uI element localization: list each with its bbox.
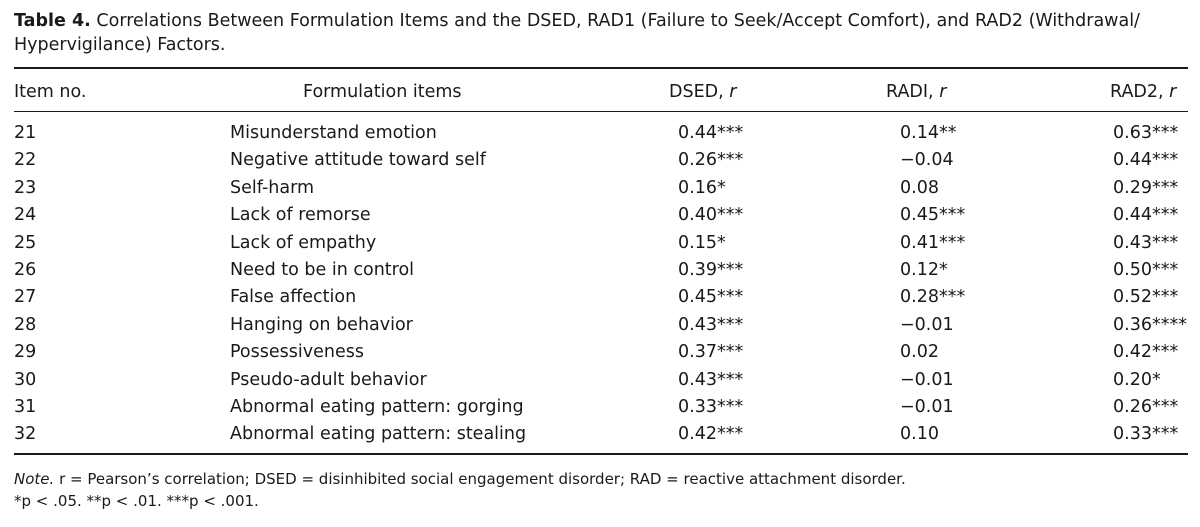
header-formulation-items: Formulation items xyxy=(303,82,462,102)
cell-rad1: 0.02 xyxy=(900,342,939,363)
cell-rad1: 0.28*** xyxy=(900,287,966,308)
note-line-2: *p < .05. **p < .01. ***p < .001. xyxy=(14,492,259,510)
cell-item-no: 30 xyxy=(14,369,37,390)
cell-formulation-item: False affection xyxy=(230,287,357,308)
cell-rad2: 0.33*** xyxy=(1113,424,1179,445)
header-dsed-label: DSED, xyxy=(669,82,724,102)
cell-dsed: 0.15* xyxy=(678,232,726,253)
cell-rad2: 0.20* xyxy=(1113,369,1161,390)
cell-rad2: 0.42*** xyxy=(1113,342,1179,363)
header-item-no: Item no. xyxy=(14,82,87,102)
header-rad1-label: RADI, xyxy=(886,82,934,102)
cell-formulation-item: Abnormal eating pattern: gorging xyxy=(230,396,524,417)
cell-formulation-item: Misunderstand emotion xyxy=(230,123,437,143)
table-row xyxy=(0,396,1200,423)
cell-rad2: 0.26*** xyxy=(1113,396,1179,417)
cell-rad2: 0.50*** xyxy=(1113,259,1179,280)
header-dsed-r: r xyxy=(729,82,737,102)
cell-dsed: 0.39*** xyxy=(678,259,744,280)
note-line-1 xyxy=(14,468,906,490)
cell-dsed: 0.45*** xyxy=(678,287,744,308)
cell-formulation-item: Need to be in control xyxy=(230,259,415,280)
header-rule xyxy=(14,111,1188,112)
cell-rad1: −0.01 xyxy=(900,396,954,417)
cell-dsed: 0.33*** xyxy=(678,396,744,417)
table-caption-label: Table 4. xyxy=(14,11,91,31)
cell-item-no: 21 xyxy=(14,123,37,143)
table-row xyxy=(0,259,1200,286)
cell-dsed: 0.44*** xyxy=(678,123,744,143)
cell-rad1: −0.01 xyxy=(900,369,954,390)
table-note xyxy=(14,468,906,512)
table-row xyxy=(0,286,1200,313)
header-dsed xyxy=(669,81,736,103)
cell-rad1: 0.14** xyxy=(900,123,957,143)
cell-item-no: 22 xyxy=(14,150,37,171)
cell-item-no: 32 xyxy=(14,424,37,445)
cell-dsed: 0.42*** xyxy=(678,424,744,445)
cell-rad1: 0.45*** xyxy=(900,205,966,226)
header-rad2-label: RAD2, xyxy=(1110,82,1164,102)
cell-item-no: 31 xyxy=(14,396,37,417)
cell-dsed: 0.40*** xyxy=(678,205,744,226)
cell-rad1: −0.04 xyxy=(900,150,954,171)
header-rad1-r: r xyxy=(939,82,947,102)
cell-item-no: 24 xyxy=(14,205,37,226)
cell-dsed: 0.16* xyxy=(678,177,726,198)
cell-formulation-item: Possessiveness xyxy=(230,342,364,363)
cell-rad1: −0.01 xyxy=(900,314,954,335)
table-row xyxy=(0,177,1200,204)
cell-dsed: 0.26*** xyxy=(678,150,744,171)
cell-dsed: 0.43*** xyxy=(678,369,744,390)
note-label: Note. xyxy=(14,470,55,488)
table-row xyxy=(0,232,1200,259)
cell-rad1: 0.10 xyxy=(900,424,939,445)
top-rule xyxy=(14,67,1188,69)
table-row xyxy=(0,423,1200,450)
cell-item-no: 25 xyxy=(14,232,37,253)
cell-item-no: 27 xyxy=(14,287,37,308)
header-rad1 xyxy=(886,81,946,103)
cell-rad2: 0.44*** xyxy=(1113,150,1179,171)
bottom-rule xyxy=(14,453,1188,455)
cell-rad2: 0.52*** xyxy=(1113,287,1179,308)
cell-formulation-item: Hanging on behavior xyxy=(230,314,413,335)
table-row xyxy=(0,341,1200,368)
cell-rad2: 0.43*** xyxy=(1113,232,1179,253)
cell-rad2: 0.44*** xyxy=(1113,205,1179,226)
cell-item-no: 28 xyxy=(14,314,37,335)
cell-item-no: 26 xyxy=(14,259,37,280)
table-caption-text: Correlations Between Formulation Items and the DSED, RAD1 (Failure to Seek/Accept Comfort), and RAD2 (Withdrawal/ Hypervigilance) Factors. xyxy=(14,11,1140,55)
header-rad2-r: r xyxy=(1169,82,1177,102)
cell-formulation-item: Negative attitude toward self xyxy=(230,150,486,171)
cell-formulation-item: Pseudo-adult behavior xyxy=(230,369,427,390)
cell-rad2: 0.36**** xyxy=(1113,314,1187,335)
table-row xyxy=(0,314,1200,341)
table-row xyxy=(0,369,1200,396)
table-caption xyxy=(14,9,1189,57)
table-row xyxy=(0,122,1200,149)
cell-dsed: 0.37*** xyxy=(678,342,744,363)
cell-rad1: 0.08 xyxy=(900,177,939,198)
cell-dsed: 0.43*** xyxy=(678,314,744,335)
table-body xyxy=(0,122,1200,451)
cell-formulation-item: Abnormal eating pattern: stealing xyxy=(230,424,527,445)
cell-formulation-item: Self-harm xyxy=(230,177,315,198)
header-rad2 xyxy=(1110,81,1176,103)
table-row xyxy=(0,204,1200,231)
cell-item-no: 23 xyxy=(14,177,37,198)
cell-formulation-item: Lack of empathy xyxy=(230,232,377,253)
cell-rad1: 0.41*** xyxy=(900,232,966,253)
note-definitions: r = Pearson’s correlation; DSED = disinhibited social engagement disorder; RAD = reactive attachment disorder. xyxy=(59,470,906,488)
cell-rad1: 0.12* xyxy=(900,259,948,280)
cell-item-no: 29 xyxy=(14,342,37,363)
cell-rad2: 0.63*** xyxy=(1113,123,1179,143)
cell-rad2: 0.29*** xyxy=(1113,177,1179,198)
cell-formulation-item: Lack of remorse xyxy=(230,205,371,226)
table-row xyxy=(0,149,1200,176)
